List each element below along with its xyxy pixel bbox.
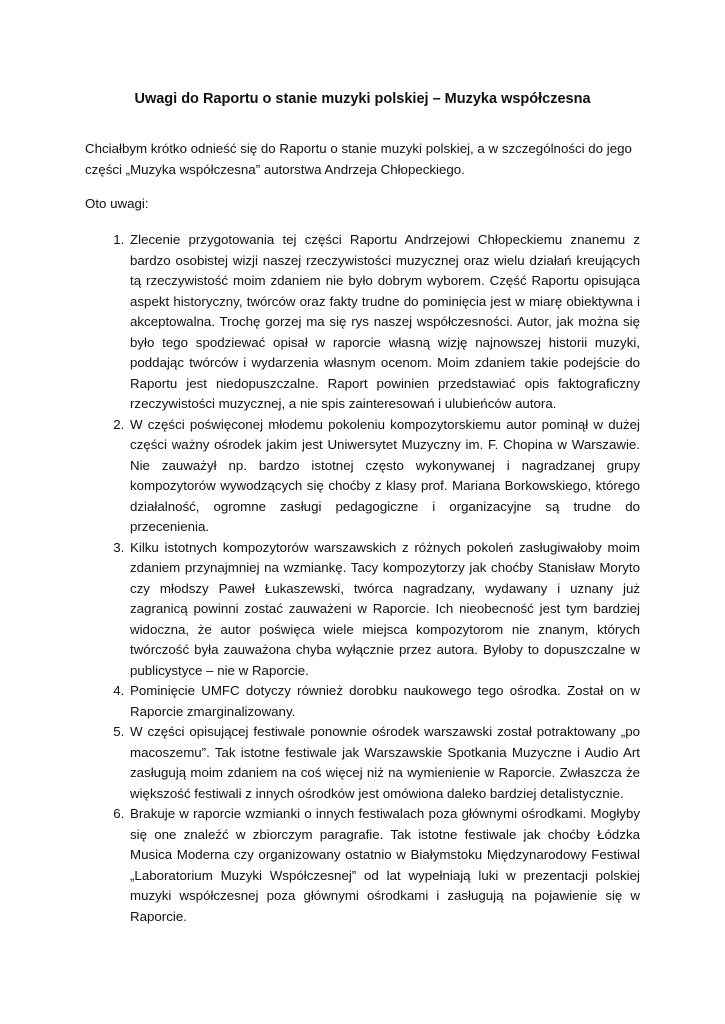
intro-paragraph: Chciałbym krótko odnieść się do Raportu o stanie muzyki polskiej, a w szczególności do jego części „Muzyka współczesna” autorstwa Andrzeja Chłopeckiego. <box>85 141 632 177</box>
list-item: 2. W części poświęconej młodemu pokoleniu kompozytorskiemu autor pominął w dużej części ważny ośrodek jakim jest Uniwersytet Muzyczny im. F. Chopina w Warszawie. Nie zauważył np. bardzo istotnej często wykonywanej i nagradzanej grupy kompozytorów wywodzących się choćby z klasy prof. Mariana Borkowskiego, którego działalność, ogromne zasługi pedagogiczne i organizacyjne są trudne do przecenienia. <box>128 415 640 538</box>
lead-paragraph: Oto uwagi: <box>85 196 149 211</box>
list-item: 4. Pominięcie UMFC dotyczy również dorobku naukowego tego ośrodka. Został on w Raporcie zmarginalizowany. <box>128 681 640 722</box>
document-title: Uwagi do Raportu o stanie muzyki polskiej – Muzyka współczesna <box>134 91 591 107</box>
list-item: 1. Zlecenie przygotowania tej części Raportu Andrzejowi Chłopeckiemu znanemu z bardzo osobistej wizji naszej rzeczywistości muzycznej oraz wielu działań kreujących tą rzeczywistość moim zdaniem nie było dobrym wyborem. Część Raportu opisująca aspekt historyczny, twórców oraz fakty trudne do pominięcia jest w miarę obiektywna i akceptowalna. Trochę gorzej ma się rys naszej współczesności. Autor, jak można się było tego spodziewać opisał w raporcie własną wizję najnowszej historii muzyki, poddając twórców i wydarzenia własnym ocenom. Moim zdaniem takie podejście do Raportu jest niedopuszczalne. Raport powinien przedstawiać opis faktograficzny rzeczywistości muzycznej, a nie spis zainteresowań i ulubieńców autora. <box>128 230 640 415</box>
list-item: 5. W części opisującej festiwale ponownie ośrodek warszawski został potraktowany „po macoszemu”. Tak istotne festiwale jak Warszawskie Spotkania Muzyczne i Audio Art zasługują moim zdaniem na coś więcej niż na wymienienie w Raporcie. Zwłaszcza że większość festiwali z innych ośrodków jest omówiona daleko bardziej detalistycznie. <box>128 722 640 804</box>
list-item: 6. Brakuje w raporcie wzmianki o innych festiwalach poza głównymi ośrodkami. Mogłyby się one znaleźć w zbiorczym paragrafie. Tak istotne festiwale jak choćby Łódzka Musica Moderna czy organizowany ostatnio w Białymstoku Międzynarodowy Festiwal „Laboratorium Muzyki Współczesnej” od lat wypełniają luki w prezentacji polskiej muzyki współczesnej poza głównymi ośrodkami i zasługują na pojawienie się w Raporcie. <box>128 804 640 927</box>
remarks-list <box>85 230 640 927</box>
list-item: 3. Kilku istotnych kompozytorów warszawskich z różnych pokoleń zasługiwałoby moim zdaniem przynajmniej na wzmiankę. Tacy kompozytorzy jak choćby Stanisław Moryto czy młodszy Paweł Łukaszewski, twórca nagradzany, wydawany i uznany już zagranicą powinni zostać zauważeni w Raporcie. Ich nieobecność jest tym bardziej widoczna, że autor poświęca wiele miejsca kompozytorom nie znanym, których twórczość była zauważona chyba wyłącznie przez autora. Byłoby to dopuszczalne w publicystyce – nie w Raporcie. <box>128 538 640 682</box>
